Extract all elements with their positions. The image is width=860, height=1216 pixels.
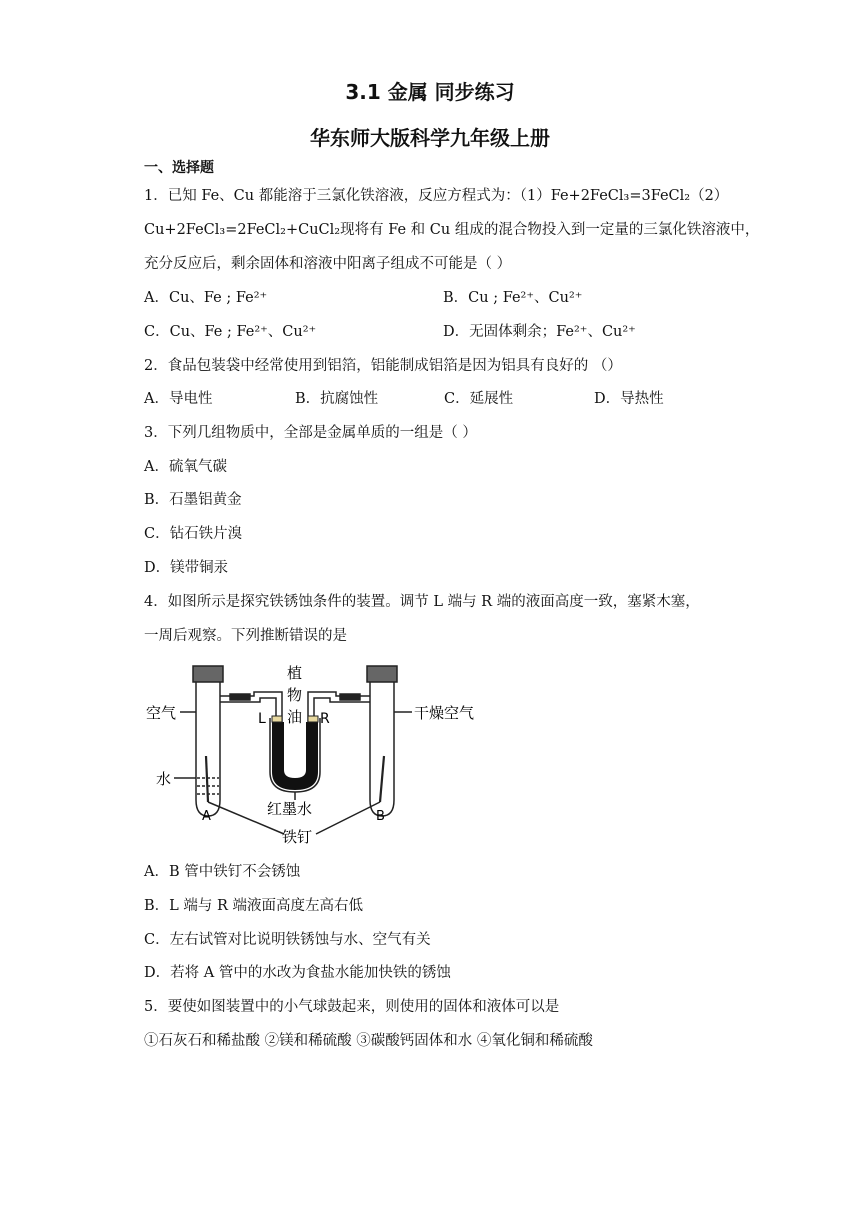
label-nail: 铁钉 <box>282 828 313 846</box>
label-oil-3: 油 <box>287 708 303 726</box>
q1-stem-line1: 1．已知 Fe、Cu 都能溶于三氯化铁溶液，反应方程式为：（1）Fe+2FeCl₃=3FeCl₂（2） <box>144 188 729 204</box>
test-tube-b <box>370 682 394 816</box>
q3-option-a: A．硫氧气碳 <box>144 459 227 475</box>
q3-option-d: D．镁带铜汞 <box>144 560 229 576</box>
label-water: 水 <box>156 770 172 788</box>
nail-a <box>206 756 208 802</box>
q4-stem-line2: 一周后观察。下列推断错误的是 <box>144 628 347 644</box>
q1-stem-line3: 充分反应后，剩余固体和溶液中阳离子组成不可能是（ ） <box>144 256 512 272</box>
q1-option-c: C．Cu、Fe ; Fe²⁺、Cu²⁺ <box>144 324 317 340</box>
q2-option-a: A．导电性 <box>144 391 213 407</box>
label-oil-1: 植 <box>287 664 303 682</box>
document-subtitle: 华东师大版科学九年级上册 <box>310 126 550 150</box>
section-heading: 一、选择题 <box>144 160 214 176</box>
label-r: R <box>320 711 330 727</box>
label-b: B <box>376 809 385 824</box>
q1-option-d: D．无固体剩余；Fe²⁺、Cu²⁺ <box>443 324 636 340</box>
nail-b <box>380 756 384 802</box>
label-dry-air: 干燥空气 <box>414 704 475 722</box>
label-a: A <box>202 809 211 824</box>
q4-option-a: A．B 管中铁钉不会锈蚀 <box>144 864 301 880</box>
q2-option-b: B．抗腐蚀性 <box>295 391 379 407</box>
q4-option-c: C．左右试管对比说明铁锈蚀与水、空气有关 <box>144 932 431 948</box>
q3-option-b: B．石墨铝黄金 <box>144 492 242 508</box>
q3-option-c: C．钻石铁片溴 <box>144 526 243 542</box>
q1-stem-line2: Cu+2FeCl₃=2FeCl₂+CuCl₂现将有 Fe 和 Cu 组成的混合物投入到一定量的三氯化铁溶液中， <box>144 222 760 238</box>
q2-option-c: C．延展性 <box>444 391 514 407</box>
q1-option-b: B．Cu ; Fe²⁺、Cu²⁺ <box>443 290 583 306</box>
q4-option-b: B．L 端与 R 端液面高度左高右低 <box>144 898 364 914</box>
stopper-a <box>193 666 223 682</box>
q2-option-d: D．导热性 <box>594 391 664 407</box>
rust-apparatus-figure <box>144 660 476 846</box>
q3-stem: 3．下列几组物质中，全部是金属单质的一组是（ ） <box>144 425 477 441</box>
document-title: 3.1 金属 同步练习 <box>345 80 515 104</box>
q4-option-d: D．若将 A 管中的水改为食盐水能加快铁的锈蚀 <box>144 965 451 981</box>
q5-stem: 5．要使如图装置中的小气球鼓起来，则使用的固体和液体可以是 <box>144 999 560 1015</box>
label-red-ink: 红墨水 <box>267 800 313 818</box>
q4-stem-line1: 4．如图所示是探究铁锈蚀条件的装置。调节 L 端与 R 端的液面高度一致，塞紧木塞， <box>144 594 700 610</box>
label-oil-2: 物 <box>287 686 303 704</box>
label-air: 空气 <box>146 704 177 722</box>
q2-stem: 2．食品包装袋中经常使用到铝箔，铝能制成铝箔是因为铝具有良好的 （） <box>144 358 622 374</box>
q1-option-a: A．Cu、Fe ; Fe²⁺ <box>144 290 268 306</box>
q5-choices: ①石灰石和稀盐酸 ②镁和稀硫酸 ③碳酸钙固体和水 ④氧化铜和稀硫酸 <box>144 1033 593 1049</box>
label-l: L <box>258 711 266 727</box>
stopper-b <box>367 666 397 682</box>
